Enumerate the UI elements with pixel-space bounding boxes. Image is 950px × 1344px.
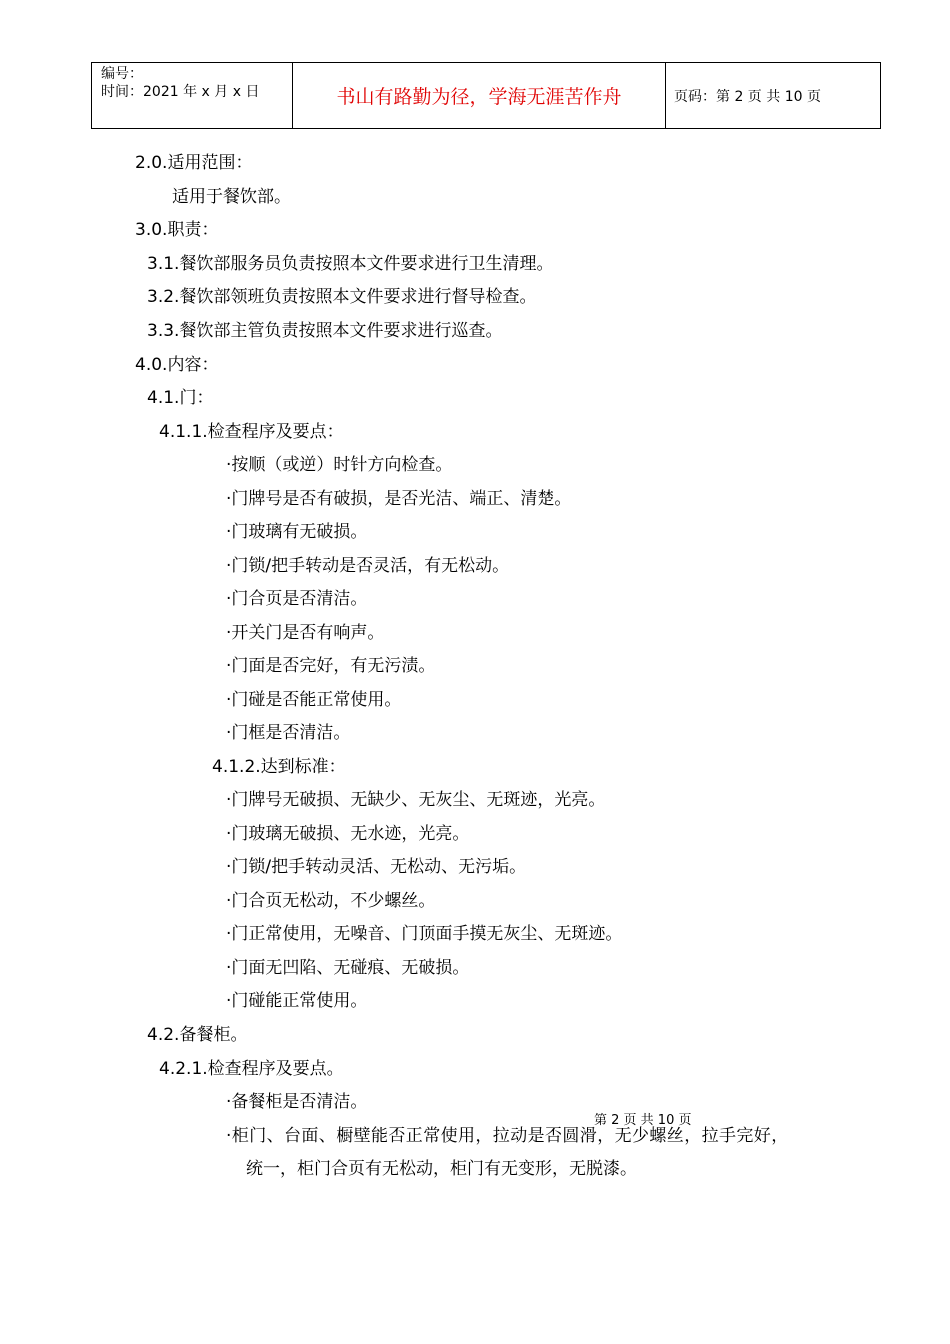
sub-subsection-heading: 4.1.2.达到标准： <box>212 757 346 777</box>
page-footer-note: 第 2 页 共 10 页 <box>594 1113 692 1128</box>
subsection-heading: 4.2.备餐柜。 <box>147 1025 248 1045</box>
bullet-item: ·门牌号无破损、无缺少、无灰尘、无斑迹，光亮。 <box>226 790 606 810</box>
bullet-item: ·门面是否完好，有无污渍。 <box>226 656 436 676</box>
body-line: 适用于餐饮部。 <box>172 187 291 207</box>
bullet-item: ·门碰能正常使用。 <box>226 991 368 1011</box>
sub-subsection-heading: 4.2.1.检查程序及要点。 <box>159 1059 344 1079</box>
bullet-item: ·门锁/把手转动是否灵活，有无松动。 <box>226 556 510 576</box>
header-meta-cell <box>92 63 293 128</box>
header-page-cell <box>666 63 880 128</box>
bullet-item: ·按顺（或逆）时针方向检查。 <box>226 455 453 475</box>
bullet-item: ·柜门、台面、橱壁能否正常使用，拉动是否圆滑，无少螺丝，拉手完好， <box>226 1126 789 1146</box>
bullet-item: ·门合页是否清洁。 <box>226 589 368 609</box>
section-heading: 4.0.内容： <box>135 355 219 375</box>
bullet-item: ·门正常使用，无噪音、门顶面手摸无灰尘、无斑迹。 <box>226 924 623 944</box>
doc-number-label: 编号： <box>101 66 143 82</box>
header-motto-cell <box>293 63 666 128</box>
header-table <box>91 62 881 129</box>
section-heading: 2.0.适用范围： <box>135 153 253 173</box>
subsection-heading: 4.1.门： <box>147 388 214 408</box>
bullet-item: ·门玻璃无破损、无水迹，光亮。 <box>226 824 470 844</box>
bullet-continuation: 统一，柜门合页有无松动，柜门有无变形，无脱漆。 <box>246 1159 637 1179</box>
bullet-item: ·门面无凹陷、无碰痕、无破损。 <box>226 958 470 978</box>
subsection-line: 3.2.餐饮部领班负责按照本文件要求进行督导检查。 <box>147 287 537 307</box>
subsection-line: 3.3.餐饮部主管负责按照本文件要求进行巡查。 <box>147 321 503 341</box>
doc-time-label: 时间：2021 年 x 月 x 日 <box>101 84 260 100</box>
bullet-item: ·开关门是否有响声。 <box>226 623 385 643</box>
motto-text: 书山有路勤为径，学海无涯苦作舟 <box>336 86 622 108</box>
bullet-item: ·门框是否清洁。 <box>226 723 351 743</box>
section-heading: 3.0.职责： <box>135 220 219 240</box>
bullet-item: ·门合页无松动，不少螺丝。 <box>226 891 436 911</box>
bullet-item: ·门牌号是否有破损，是否光洁、端正、清楚。 <box>226 489 572 509</box>
sub-subsection-heading: 4.1.1.检查程序及要点： <box>159 422 344 442</box>
bullet-item: ·门玻璃有无破损。 <box>226 522 368 542</box>
bullet-item: ·门锁/把手转动灵活、无松动、无污垢。 <box>226 857 527 877</box>
page-number-label: 页码：第 2 页 共 10 页 <box>674 89 821 105</box>
subsection-line: 3.1.餐饮部服务员负责按照本文件要求进行卫生清理。 <box>147 254 554 274</box>
bullet-item: ·备餐柜是否清洁。 <box>226 1092 368 1112</box>
bullet-item: ·门碰是否能正常使用。 <box>226 690 402 710</box>
